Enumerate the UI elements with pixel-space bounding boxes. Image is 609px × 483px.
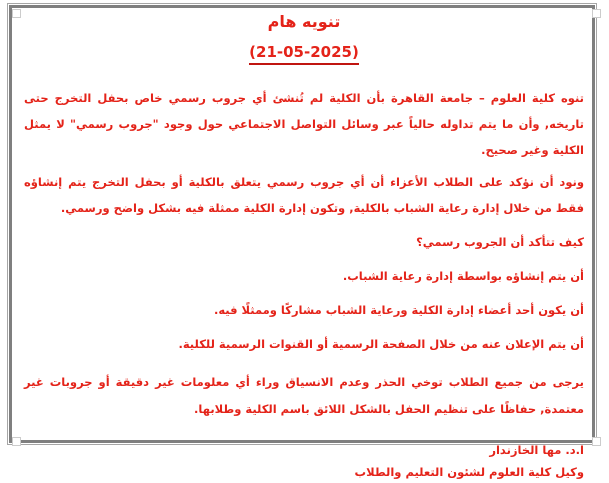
criterion-line-1: أن يتم إنشاؤه بواسطة إدارة رعاية الشباب.: [342, 269, 584, 283]
table-corner-marker-top-right: [592, 9, 601, 18]
closing-paragraph: يرجى من جميع الطلاب توخي الحذر وعدم الانسياق وراء أي معلومات غير دقيقة أو جروبات غير معتمدة, حفاظًا على تنظيم الحفل بالشكل اللائق باسم الكلية وطلابها.: [24, 375, 584, 416]
notice-date-line: [24, 43, 584, 65]
confirmation-paragraph: ونود أن نؤكد على الطلاب الأعزاء أن أي جروب رسمي يتعلق بالكلية أو بحفل التخرج يتم إنشاؤه فقط من خلال إدارة رعاية الشباب بالكلية, وتكون إدارة الكلية ممثلة فيه بشكل واضح ورسمي.: [24, 175, 584, 215]
intro-paragraph: تنوه كلية العلوم – جامعة القاهرة بأن الكلية لم تُنشئ أي جروب رسمي خاص بحفل التخرج حتى تاريخه, وأن ما يتم تداوله حالياً عبر وسائل التواصل الاجتماعي حول وجود "جروب رسمي" لا يمثل الكلية وغير صحيح.: [24, 91, 584, 157]
criterion-line-2: أن يكون أحد أعضاء إدارة الكلية ورعاية الشباب مشاركًا وممثلًا فيه.: [213, 303, 584, 317]
criterion-line-3: أن يتم الإعلان عنه من خلال الصفحة الرسمية أو القنوات الرسمية للكلية.: [178, 337, 584, 351]
signature-name: ا.د. مها الخازندار: [489, 443, 584, 457]
table-corner-marker-bottom-left: [12, 437, 21, 446]
signature-role: وكيل كلية العلوم لشئون التعليم والطلاب: [354, 465, 584, 479]
signature-block: [24, 439, 584, 483]
notice-title: تنويه هام: [267, 12, 341, 31]
table-corner-marker-bottom-right: [592, 437, 601, 446]
notice-date: (21-05-2025): [249, 43, 359, 65]
table-corner-marker-top-left: [12, 9, 21, 18]
notice-content: [24, 12, 584, 483]
question-heading: كيف تتأكد أن الجروب رسمي؟: [416, 235, 584, 249]
